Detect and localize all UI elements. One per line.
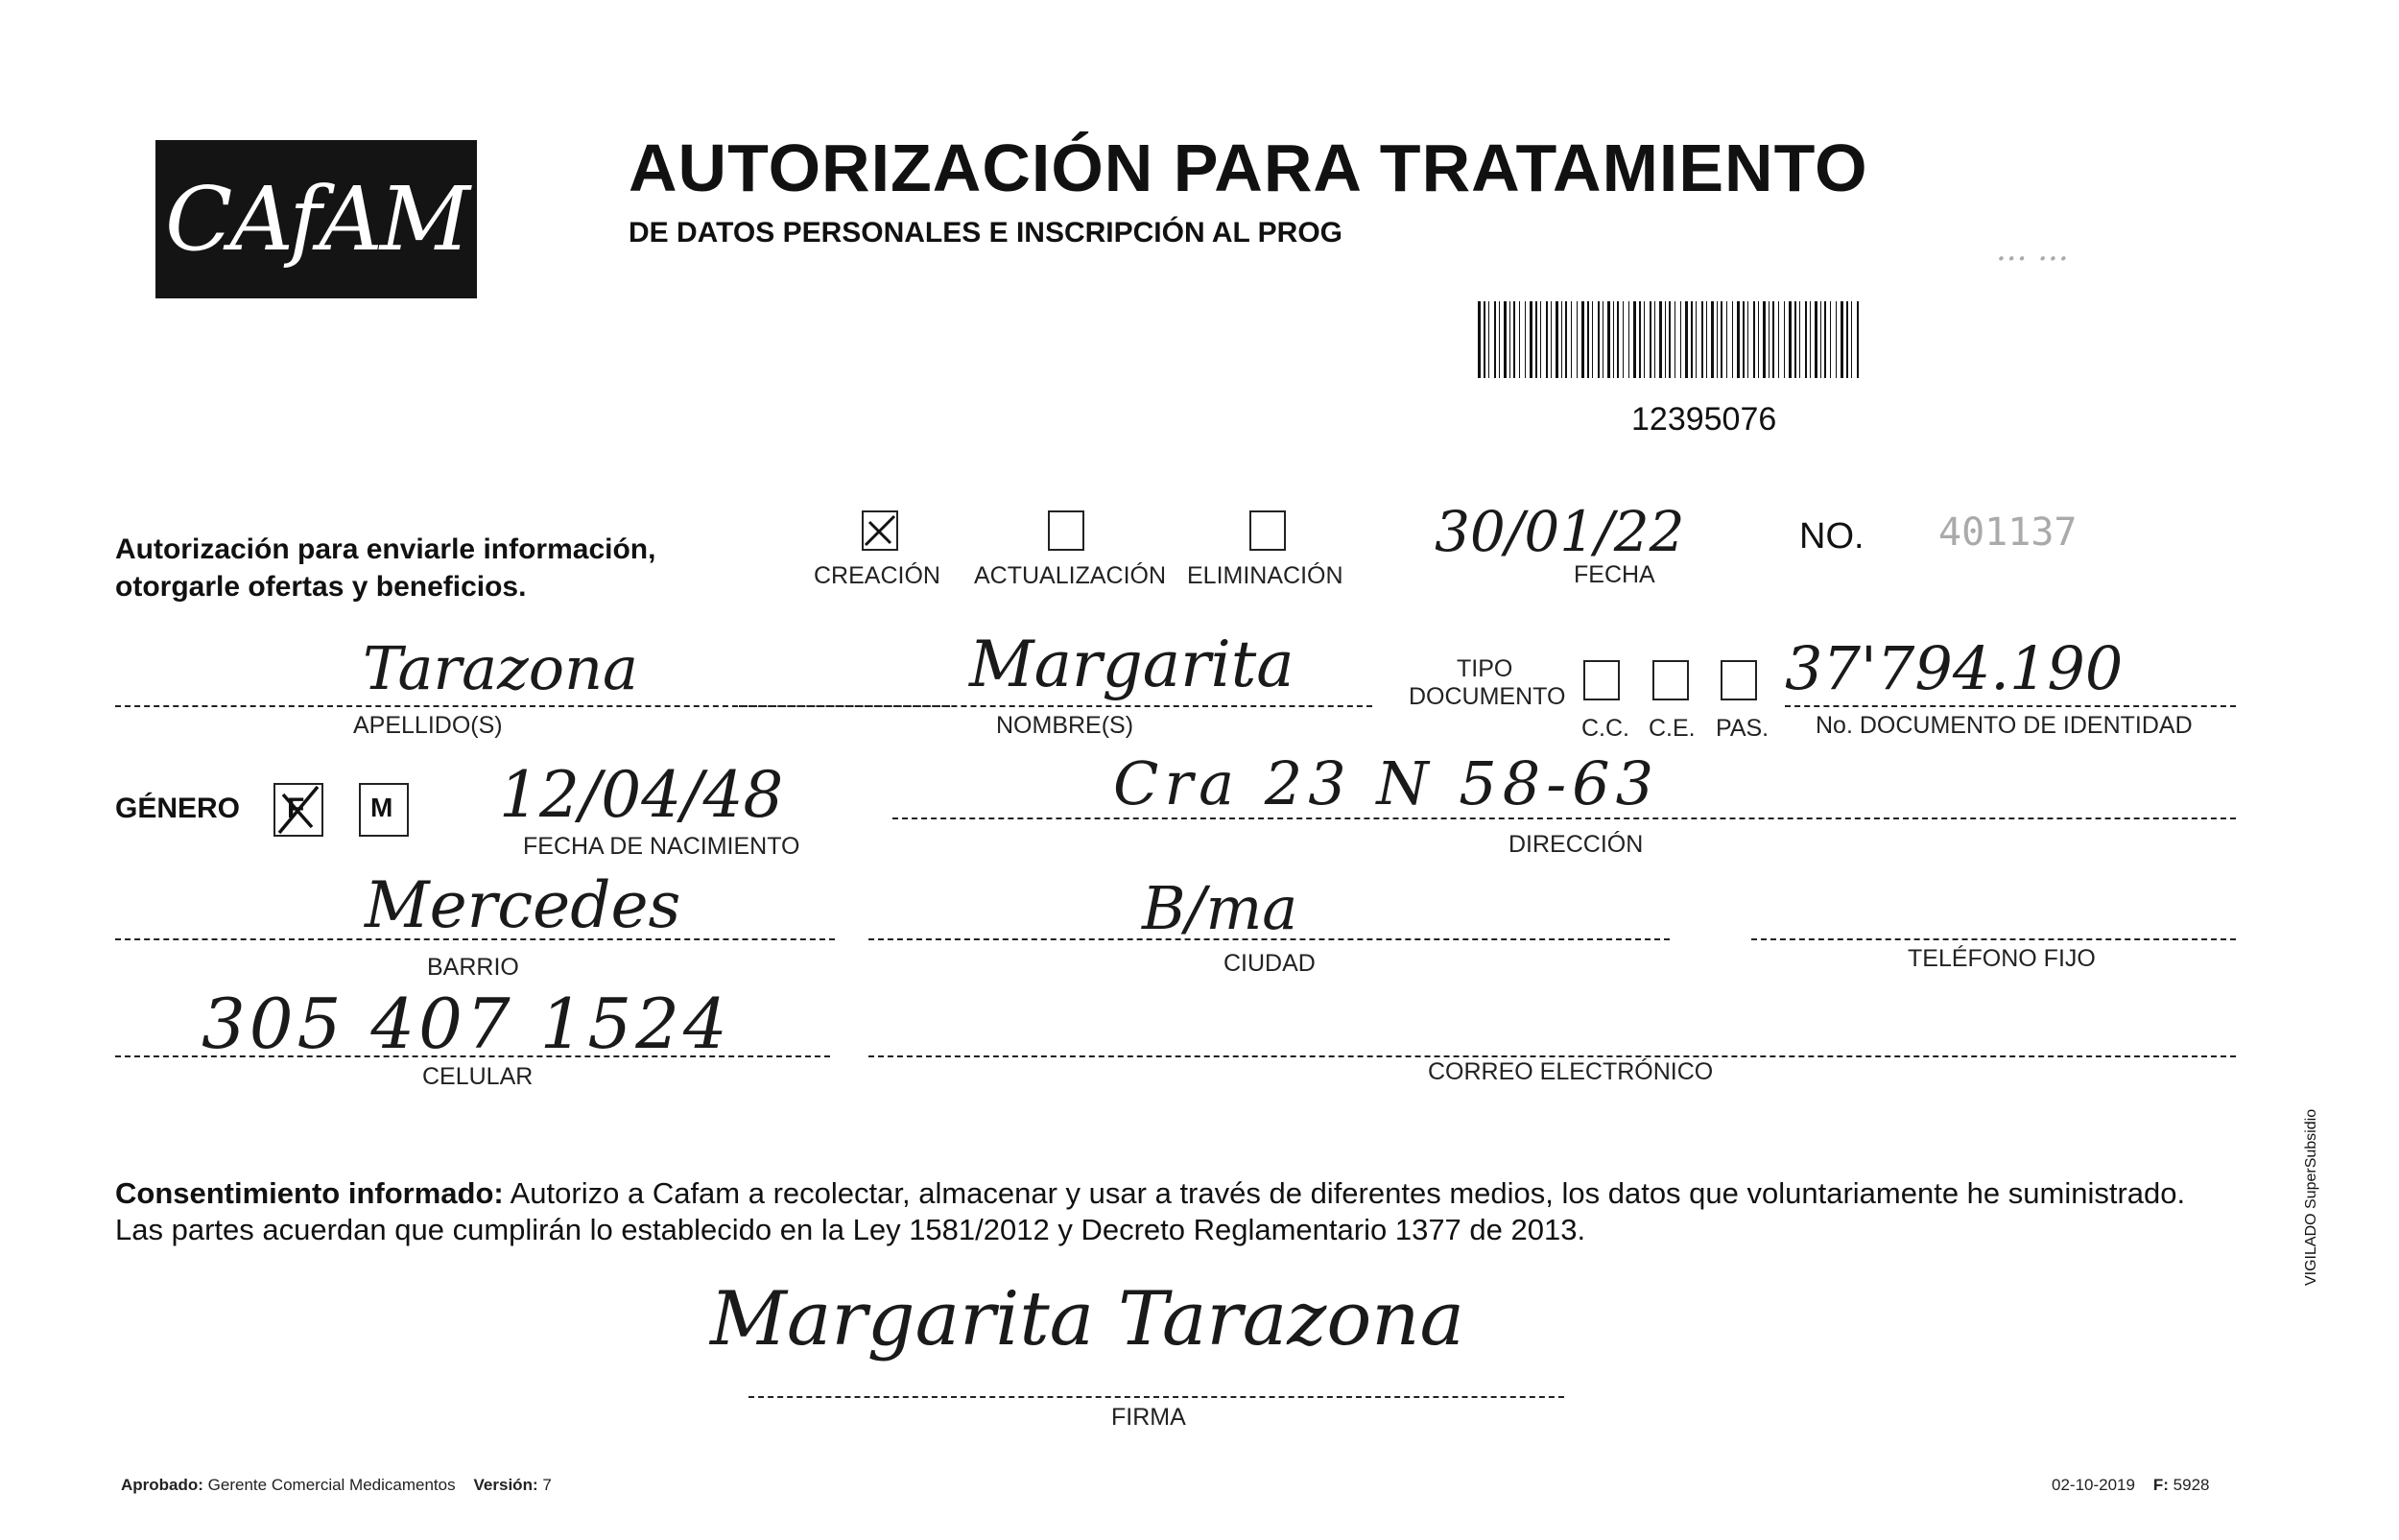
barcode-bar [1669, 301, 1671, 378]
barcode-bar [1753, 301, 1755, 378]
barcode-bar [1484, 301, 1485, 378]
form-value: 5928 [2173, 1476, 2210, 1494]
no-value: 401137 [1938, 510, 2078, 555]
option-label-eliminacion: ELIMINACIÓN [1187, 562, 1343, 589]
version-label: Versión: [473, 1476, 538, 1494]
version-value: 7 [542, 1476, 552, 1494]
tipo-documento-label-1: TIPO [1457, 655, 1513, 682]
tipo-documento-label-2: DOCUMENTO [1409, 683, 1566, 710]
barcode-bar [1581, 301, 1584, 378]
footer-date: 02-10-2019 [2052, 1476, 2135, 1494]
barcode-bar [1540, 301, 1541, 378]
checkbox-ce[interactable] [1652, 660, 1689, 700]
barcode-bar [1565, 301, 1567, 378]
barcode-bar [1607, 301, 1610, 378]
barcode-bar [1519, 301, 1520, 378]
barcode-bar [1743, 301, 1745, 378]
telefono-line [1751, 938, 2236, 940]
fecha-value: 30/01/22 [1435, 499, 1685, 564]
consent-heading: Consentimiento informado: [115, 1176, 504, 1210]
barcode-bar [1644, 301, 1645, 378]
barcode [1478, 301, 1862, 378]
faint-stamp: ... ... [1996, 230, 2069, 269]
barcode-bar [1556, 301, 1558, 378]
barcode-bar [1525, 301, 1526, 378]
check-mark-icon [864, 512, 896, 549]
barcode-bar [1571, 301, 1572, 378]
doc-type-ce: C.E. [1649, 715, 1696, 742]
barcode-bar [1851, 301, 1852, 378]
celular-label: CELULAR [422, 1063, 534, 1090]
signature-value[interactable]: Margarita Tarazona [710, 1276, 1465, 1362]
celular-value[interactable]: 305 407 1524 [202, 983, 731, 1064]
correo-label: CORREO ELECTRÓNICO [1428, 1058, 1714, 1085]
barcode-bar [1810, 301, 1811, 378]
genero-label: GÉNERO [115, 793, 241, 824]
checkbox-actualizacion[interactable] [1048, 510, 1084, 551]
fecha-nacimiento-value[interactable]: 12/04/48 [499, 758, 784, 832]
doc-type-pas: PAS. [1716, 715, 1770, 742]
barcode-bar [1747, 301, 1748, 378]
barcode-bar [1535, 301, 1537, 378]
direccion-value[interactable]: Cra 23 N 58-63 [1113, 748, 1660, 818]
barcode-bar [1654, 301, 1655, 378]
barcode-bar [1617, 301, 1619, 378]
barcode-bar [1530, 301, 1532, 378]
barcode-bar [1815, 301, 1817, 378]
barcode-bar [1794, 301, 1796, 378]
ciudad-label: CIUDAD [1223, 950, 1316, 977]
checkbox-pas[interactable] [1721, 660, 1757, 700]
aprobado-value: Gerente Comercial Medicamentos [207, 1476, 456, 1494]
footer-right [2052, 1476, 2209, 1495]
barcode-bar [1551, 301, 1552, 378]
barcode-bar [1805, 301, 1807, 378]
barcode-bar [1691, 301, 1693, 378]
doc-number-line [1785, 705, 2236, 707]
barcode-bar [1633, 301, 1636, 378]
barcode-bar [1613, 301, 1614, 378]
telefono-label: TELÉFONO FIJO [1908, 945, 2096, 972]
side-text: VIGILADO SuperSubsidio [2303, 1108, 2319, 1286]
barcode-bar [1701, 301, 1703, 378]
barcode-bar [1499, 301, 1500, 378]
nombres-line [739, 705, 1372, 707]
barcode-bar [1836, 301, 1837, 378]
barcode-bar [1830, 301, 1831, 378]
barcode-bar [1841, 301, 1843, 378]
form-subtitle: DE DATOS PERSONALES E INSCRIPCIÓN AL PROG [629, 217, 1342, 249]
barcode-bar [1592, 301, 1593, 378]
doc-type-cc: C.C. [1581, 715, 1629, 742]
barcode-bar [1659, 301, 1662, 378]
aprobado-label: Aprobado: [121, 1476, 203, 1494]
apellidos-label: APELLIDO(S) [353, 712, 503, 739]
barcode-bar [1696, 301, 1697, 378]
barcode-bar [1772, 301, 1774, 378]
barcode-bar [1494, 301, 1496, 378]
nombres-label: NOMBRE(S) [996, 712, 1134, 739]
barcode-bar [1789, 301, 1792, 378]
apellidos-value[interactable]: Tarazona [363, 633, 638, 703]
barcode-bar [1478, 301, 1481, 378]
barcode-bar [1598, 301, 1600, 378]
consent-paragraph [115, 1175, 2236, 1248]
barcode-bar [1758, 301, 1759, 378]
cafam-logo [155, 140, 477, 298]
barcode-bar [1737, 301, 1740, 378]
direccion-label: DIRECCIÓN [1508, 831, 1644, 858]
barrio-value[interactable]: Mercedes [365, 868, 681, 942]
authorization-text-line2: otorgarle ofertas y beneficios. [115, 571, 527, 603]
nombres-value[interactable]: Margarita [969, 628, 1295, 701]
consent-text: Autorizo a Cafam a recolectar, almacenar y usar a través de diferentes medios, los datos que voluntariamente he suministrado. Las partes acuerdan que cumplirán lo establecido en la Ley 1581/2012 y Decreto Reglamentario 1377 de 2013. [115, 1176, 2186, 1246]
barcode-bar [1820, 301, 1821, 378]
barcode-bar [1726, 301, 1727, 378]
option-label-actualizacion: ACTUALIZACIÓN [974, 562, 1167, 589]
doc-number-value[interactable]: 37'794.190 [1785, 633, 2124, 703]
barcode-bar [1488, 301, 1489, 378]
form-label: F: [2152, 1476, 2169, 1494]
barcode-bar [1577, 301, 1578, 378]
genero-f-letter: F [287, 793, 305, 824]
logo-text: CAfAM [165, 168, 467, 271]
barcode-bar [1504, 301, 1507, 378]
correo-line [868, 1055, 2236, 1057]
check-mark-icon [275, 785, 321, 835]
barcode-bar [1546, 301, 1548, 378]
barcode-bar [1665, 301, 1666, 378]
barcode-bar [1650, 301, 1651, 378]
barrio-label: BARRIO [427, 954, 519, 981]
barcode-bar [1685, 301, 1688, 378]
barcode-bar [1628, 301, 1629, 378]
barcode-bar [1778, 301, 1779, 378]
barcode-bar [1857, 301, 1859, 378]
barcode-bar [1680, 301, 1681, 378]
barcode-bar [1846, 301, 1848, 378]
signature-label: FIRMA [1111, 1404, 1186, 1431]
checkbox-genero-f[interactable] [273, 783, 323, 837]
checkbox-cc[interactable] [1583, 660, 1620, 700]
barcode-bar [1784, 301, 1785, 378]
checkbox-genero-m[interactable] [359, 783, 409, 837]
barcode-bar [1732, 301, 1733, 378]
genero-m-letter: M [370, 793, 393, 822]
barcode-bar [1706, 301, 1707, 378]
doc-number-label: No. DOCUMENTO DE IDENTIDAD [1816, 712, 2193, 739]
barcode-bar [1561, 301, 1562, 378]
barcode-number: 12395076 [1631, 401, 1777, 438]
no-label: NO. [1799, 516, 1865, 557]
ciudad-value[interactable]: B/ma [1142, 873, 1298, 943]
barcode-bar [1623, 301, 1624, 378]
form-title: AUTORIZACIÓN PARA TRATAMIENTO [629, 130, 1868, 205]
barcode-bar [1717, 301, 1718, 378]
checkbox-eliminacion[interactable] [1249, 510, 1286, 551]
fecha-nacimiento-label: FECHA DE NACIMIENTO [523, 833, 800, 860]
fecha-label: FECHA [1574, 561, 1655, 588]
signature-line [748, 1396, 1564, 1398]
barcode-bar [1763, 301, 1766, 378]
authorization-text-line1: Autorización para enviarle información, [115, 533, 656, 565]
barcode-bar [1587, 301, 1589, 378]
barcode-bar [1513, 301, 1515, 378]
barcode-bar [1824, 301, 1826, 378]
barcode-bar [1721, 301, 1722, 378]
barcode-bar [1769, 301, 1770, 378]
barcode-bar [1711, 301, 1714, 378]
barcode-bar [1639, 301, 1641, 378]
barcode-bar [1509, 301, 1510, 378]
option-label-creacion: CREACIÓN [814, 562, 940, 589]
barcode-bar [1799, 301, 1800, 378]
footer-left [121, 1476, 552, 1495]
checkbox-creacion[interactable] [862, 510, 898, 551]
